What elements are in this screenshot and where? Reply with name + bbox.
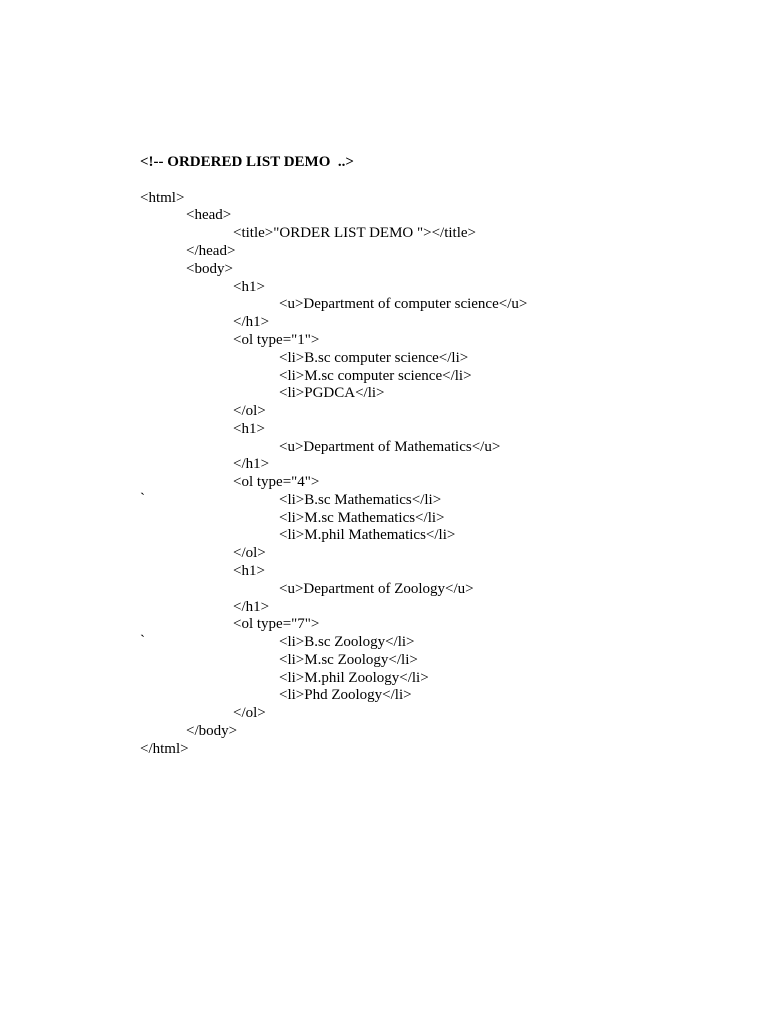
stray-backtick: ` [140, 491, 145, 507]
code-line-h1-open: <h1> [233, 421, 265, 437]
code-line-body-open: <body> [186, 261, 233, 277]
code-line-li: <li>M.phil Mathematics</li> [279, 527, 456, 543]
code-line-h1-open: <h1> [233, 279, 265, 295]
stray-backtick: ` [140, 633, 145, 649]
code-line-li: <li>PGDCA</li> [279, 385, 385, 401]
code-line-ol-close: </ol> [233, 403, 266, 419]
code-line-html-close: </html> [140, 741, 189, 757]
code-line-h1-open: <h1> [233, 563, 265, 579]
code-line-u-cs: <u>Department of computer science</u> [279, 296, 528, 312]
code-line-li: <li>M.phil Zoology</li> [279, 670, 429, 686]
code-line-ol-close: </ol> [233, 705, 266, 721]
code-line-title: <title>"ORDER LIST DEMO "></title> [233, 225, 477, 241]
code-line-li: <li>M.sc computer science</li> [279, 368, 472, 384]
code-line-ol-1: <ol type="1"> [233, 332, 320, 348]
comment-heading: <!-- ORDERED LIST DEMO ..> [140, 154, 354, 170]
code-line-u-zoology: <u>Department of Zoology</u> [279, 581, 474, 597]
code-line-li: <li>Phd Zoology</li> [279, 687, 412, 703]
code-line-head-close: </head> [186, 243, 236, 259]
code-line-ol-7: <ol type="7"> [233, 616, 320, 632]
code-line-h1-close: </h1> [233, 456, 270, 472]
code-line-ol-4: <ol type="4"> [233, 474, 320, 490]
code-line-li: <li>B.sc computer science</li> [279, 350, 469, 366]
code-line-li: <li>M.sc Mathematics</li> [279, 510, 445, 526]
code-line-head-open: <head> [186, 207, 232, 223]
code-line-html-open: <html> [140, 190, 185, 206]
code-line-h1-close: </h1> [233, 314, 270, 330]
code-line-li: <li>B.sc Zoology</li> [279, 634, 415, 650]
code-line-body-close: </body> [186, 723, 238, 739]
code-line-li: <li>B.sc Mathematics</li> [279, 492, 442, 508]
code-line-u-math: <u>Department of Mathematics</u> [279, 439, 501, 455]
code-line-h1-close: </h1> [233, 599, 270, 615]
code-line-li: <li>M.sc Zoology</li> [279, 652, 418, 668]
code-line-ol-close: </ol> [233, 545, 266, 561]
